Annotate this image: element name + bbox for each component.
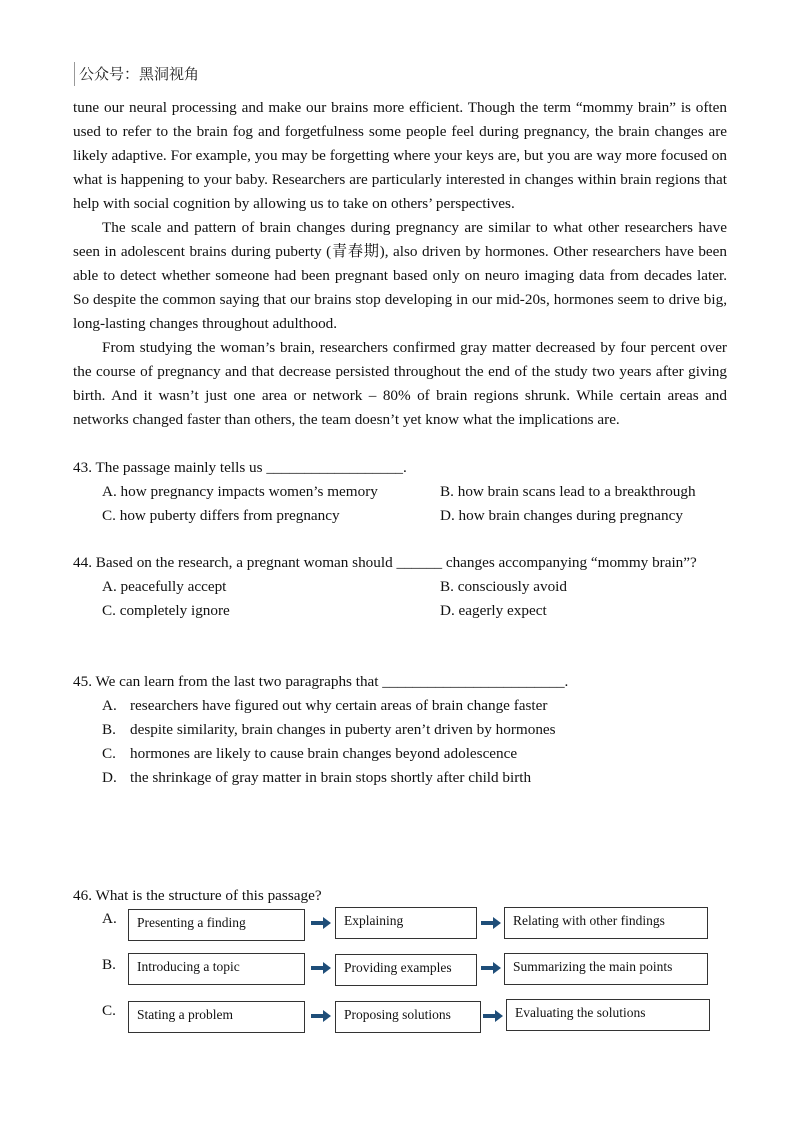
arrow-right-icon [311,917,331,929]
option-label: C. [102,1002,116,1019]
question-44 [73,551,727,623]
passage [73,96,727,432]
paragraph-1: tune our neural processing and make our brains more efficient. Though the term “mommy brain” is often used to refer to the brain fog and forgetfulness some people feel during pregnancy, the brain changes are likely adaptive. For example, you may be forgetting where your keys are, but you are way more focused on what is happening to your baby. Researchers are particularly interested in changes within brain regions that help with social cognition by allowing us to take on others’ perspectives. [73,99,727,212]
option-d[interactable] [102,766,727,790]
flow-step: Relating with other findings [504,907,708,939]
option-label: D. [102,769,117,786]
flow-step: Explaining [335,907,477,939]
flow-step: Introducing a topic [128,953,305,985]
option-label: B. [102,956,116,973]
option-label: C. [102,745,116,762]
option-text: despite similarity, brain changes in puberty aren’t driven by hormones [130,721,556,738]
flow-step: Evaluating the solutions [506,999,710,1031]
paragraph-2: The scale and pattern of brain changes during pregnancy are similar to what other researchers have seen in adolescent brains during puberty (青春期), also driven by hormones. Other researchers have been able to detect whether someone had been pregnant based only on neuro imaging data from decades later. So despite the common saying that our brains stop developing in our mid-20s, hormones seem to drive big, long-lasting changes throughout adulthood. [73,219,727,332]
option-b[interactable] [102,718,727,742]
option-label: A. [102,910,117,927]
question-stem: 45. We can learn from the last two paragraphs that ________________________. [73,673,569,690]
option-c[interactable]: C. completely ignore [102,602,230,619]
question-46 [73,884,727,908]
flow-step: Proposing solutions [335,1001,481,1033]
option-a[interactable]: A. how pregnancy impacts women’s memory [102,483,378,500]
flow-step: Presenting a finding [128,909,305,941]
flow-row-b[interactable] [73,953,733,987]
arrow-right-icon [481,962,501,974]
question-stem: 43. The passage mainly tells us __________________. [73,459,407,476]
option-text: the shrinkage of gray matter in brain stops shortly after child birth [130,769,532,786]
option-b[interactable]: B. how brain scans lead to a breakthrough [440,483,696,500]
option-c[interactable]: C. how puberty differs from pregnancy [102,507,340,524]
arrow-right-icon [311,1010,331,1022]
question-stem: 46. What is the structure of this passage? [73,887,322,904]
question-45 [73,670,727,790]
option-a[interactable]: A. peacefully accept [102,578,227,595]
option-label: B. [102,721,116,738]
flow-row-c[interactable] [73,999,733,1033]
paragraph-3: From studying the woman’s brain, researchers confirmed gray matter decreased by four percent over the course of pregnancy and that decrease persisted throughout the end of the study two years after giving birth. And it wasn’t just one area or network – 80% of brain regions shrunk. While certain areas and networks changed faster than others, the team doesn’t yet know what the implications are. [73,339,727,428]
option-b[interactable]: B. consciously avoid [440,578,567,595]
question-stem: 44. Based on the research, a pregnant woman should ______ changes accompanying “mommy brain”? [73,554,697,571]
option-a[interactable] [102,694,727,718]
question-43 [73,456,727,528]
watermark: 公众号：黑洞视角 [74,62,199,86]
flow-step: Stating a problem [128,1001,305,1033]
flow-step: Providing examples [335,954,477,986]
arrow-right-icon [481,917,501,929]
option-text: hormones are likely to cause brain changes beyond adolescence [130,745,518,762]
option-d[interactable]: D. how brain changes during pregnancy [440,507,683,524]
arrow-right-icon [311,962,331,974]
flow-step: Summarizing the main points [504,953,708,985]
option-c[interactable] [102,742,727,766]
option-d[interactable]: D. eagerly expect [440,602,547,619]
option-label: A. [102,697,117,714]
arrow-right-icon [483,1010,503,1022]
flow-row-a[interactable] [73,907,733,941]
option-text: researchers have figured out why certain areas of brain change faster [130,697,548,714]
